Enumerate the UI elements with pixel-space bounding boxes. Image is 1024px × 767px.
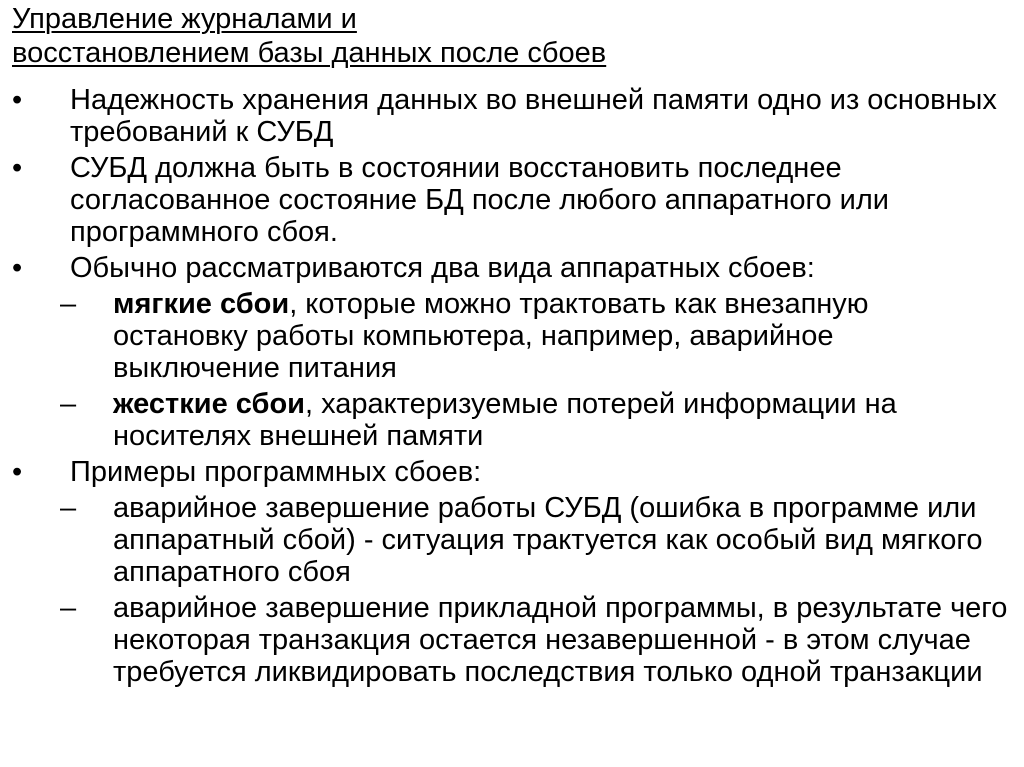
sub-item-text — [113, 388, 1008, 452]
sub-item-hard-failures — [0, 388, 1008, 452]
slide-title-line-2: восстановлением базы данных после сбоев — [12, 37, 607, 69]
bullet-item-reliability — [0, 84, 1010, 148]
bullet-item-software-failures — [0, 456, 1010, 488]
bullet-marker: • — [12, 252, 23, 284]
term-hard-failures: жесткие сбои — [113, 388, 305, 420]
term-soft-failures: мягкие сбои — [113, 288, 290, 320]
sub-item-text: аварийное завершение работы СУБД (ошибка в программе или аппаратный сбой) - ситуация трактуется как особый вид мягкого аппаратного сбоя — [113, 492, 983, 588]
dash-marker: – — [60, 492, 77, 524]
bullet-item-hardware-failures — [0, 252, 1010, 284]
sub-item-application-crash — [0, 592, 1008, 688]
bullet-item-recovery-requirement — [0, 152, 1010, 248]
bullet-text: Примеры программных сбоев: — [70, 456, 482, 488]
bullet-text: Обычно рассматриваются два вида аппаратных сбоев: — [70, 252, 815, 284]
bullet-list — [0, 84, 1024, 692]
bullet-text: Надежность хранения данных во внешней памяти одно из основных требований к СУБД — [70, 84, 997, 148]
dash-marker: – — [60, 592, 77, 624]
sub-item-text: аварийное завершение прикладной программы, в результате чего некоторая транзакция остается незавершенной - в этом случае требуется ликвидировать последствия только одной транзакции — [113, 592, 1008, 688]
dash-marker: – — [60, 388, 77, 420]
bullet-marker: • — [12, 456, 23, 488]
slide-title-line-1: Управление журналами и — [12, 3, 357, 35]
sub-item-description: , характеризуемые потерей информации на носителях внешней памяти — [113, 388, 897, 452]
sub-item-dbms-crash — [0, 492, 1008, 588]
slide-title — [12, 2, 1012, 70]
bullet-marker: • — [12, 152, 23, 184]
bullet-text: СУБД должна быть в состоянии восстановить последнее согласованное состояние БД после любого аппаратного или программного сбоя. — [70, 152, 889, 248]
sub-item-text — [113, 288, 1008, 384]
sub-item-soft-failures — [0, 288, 1008, 384]
bullet-marker: • — [12, 84, 23, 116]
dash-marker: – — [60, 288, 77, 320]
sub-item-description: , которые можно трактовать как внезапную остановку работы компьютера, например, аварийное выключение питания — [113, 288, 869, 384]
